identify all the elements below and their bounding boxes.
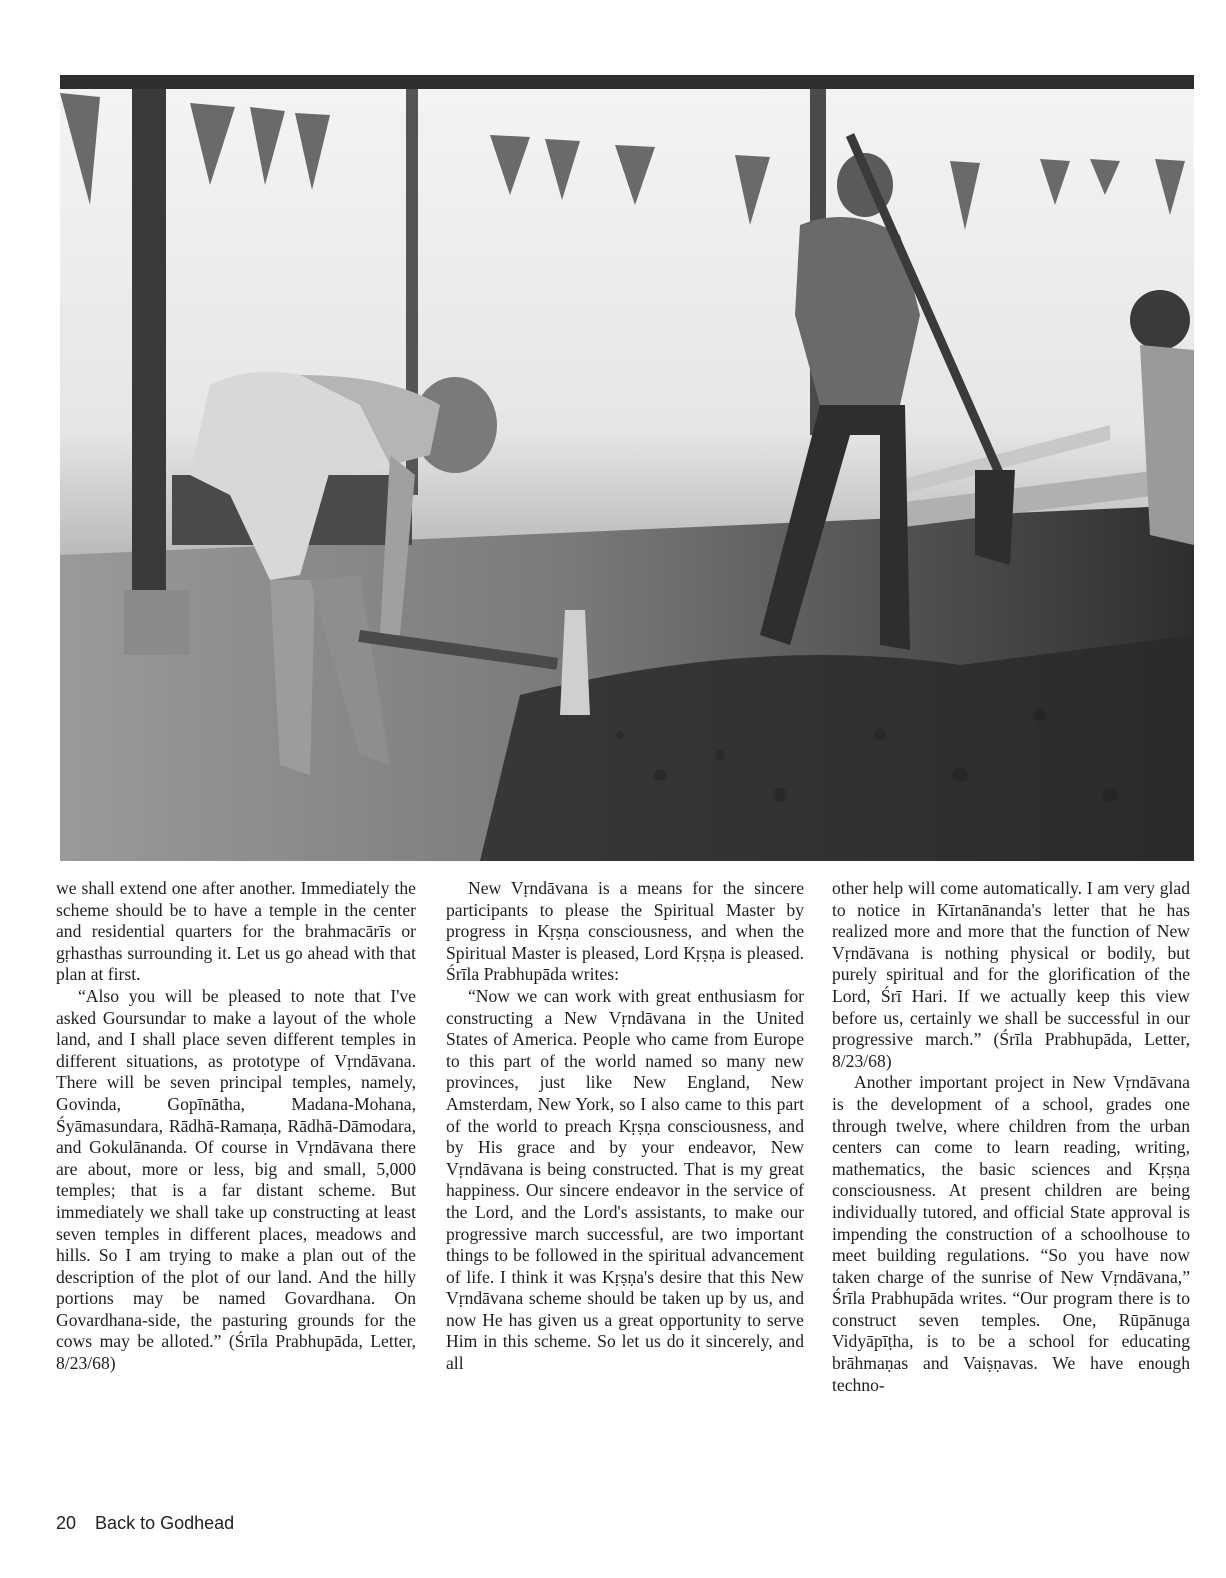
page-footer <box>56 1513 234 1534</box>
article-column-2 <box>446 878 804 1375</box>
paragraph: “Now we can work with great enthusiasm for constructing a New Vṛndāvana in the United States of America. People who came from Europe to this part of the world named so many new provinces, just like New England, New Amsterdam, New York, so I also came to this part of the world to preach Kṛṣṇa consciousness, and by His grace and by your endeavor, New Vṛndāvana is being constructed. That is my great happiness. Our sincere endeavor in the service of the Lord, and the Lord's assistants, to make our progressive march successful, are two important things to be followed in the spiritual advancement of life. I think it was Kṛṣṇa's desire that this New Vṛndāvana scheme should be taken up by us, and now He has given us a great opportunity to serve Him in this scheme. So let us do it sincerely, and all <box>446 985 804 1374</box>
article-column-3 <box>832 878 1190 1396</box>
publication-name: Back to Godhead <box>95 1513 235 1533</box>
photo-illustration <box>60 75 1194 861</box>
paragraph: New Vṛndāvana is a means for the sincere participants to please the Spiritual Master by progress in Kṛṣṇa consciousness, and when the Spiritual Master is pleased, Lord Kṛṣṇa is pleased. Śrīla Prabhupāda writes: <box>446 878 804 985</box>
paragraph: we shall extend one after another. Immediately the scheme should be to have a temple in the center and residential quarters for the brahmacārīs or gṛhasthas surrounding it. Let us go ahead with that plan at first. <box>56 878 416 985</box>
page-number: 20 <box>56 1513 77 1533</box>
article-photo <box>60 75 1194 861</box>
article-column-1 <box>56 878 416 1375</box>
paragraph: “Also you will be pleased to note that I've asked Goursundar to make a layout of the whole land, and I shall place seven different temples in different situations, as prototype of Vṛndāvana. There will be seven principal temples, namely, Govinda, Gopīnātha, Madana-Mohana, Śyāmasundara, Rādhā-Ramaṇa, Rādhā-Dāmodara, and Gokulānanda. Of course in Vṛndāvana there are about, more or less, big and small, 5,000 temples; that is a far distant scheme. But immediately we shall take up constructing at least seven temples in different places, meadows and hills. So I am trying to make a plan out of the description of the plot of our land. And the hilly portions may be named Govardhana. On Govardhana-side, the pasturing grounds for the cows may be alloted.” (Śrīla Prabhupāda, Letter, 8/23/68) <box>56 985 416 1374</box>
paragraph: Another important project in New Vṛndāvana is the development of a school, grades one through twelve, where children from the urban centers can come to learn reading, writing, mathematics, the basic sciences and Kṛṣṇa consciousness. At present children are being individually tutored, and official State approval is impending the construction of a schoolhouse to meet building regulations. “So you have now taken charge of the sunrise of New Vṛndāvana,” Śrīla Prabhupāda writes. “Our program there is to construct seven temples. One, Rūpānuga Vidyāpīṭha, is to be a school for educating brāhmaṇas and Vaiṣṇavas. We have enough techno- <box>832 1072 1190 1395</box>
paragraph: other help will come automatically. I am very glad to notice in Kīrtanānanda's letter that he has realized more and more that the function of New Vṛndāvana is nothing physical or bodily, but purely spiritual and for the glorification of the Lord, Śrī Hari. If we actually keep this view before us, certainly we shall be successful in our progressive march.” (Śrīla Prabhupāda, Letter, 8/23/68) <box>832 878 1190 1071</box>
